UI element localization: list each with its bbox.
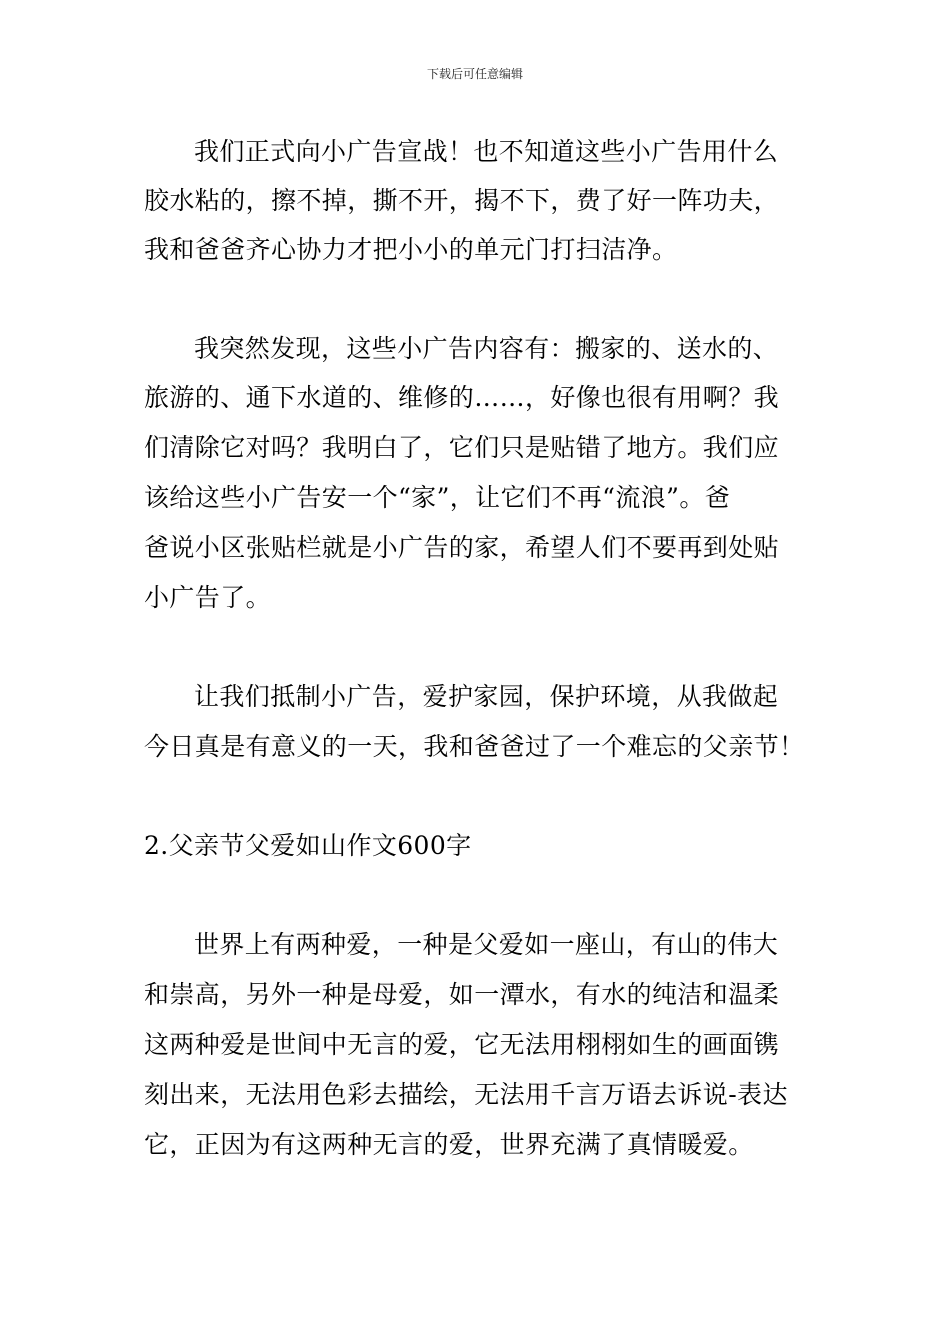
page-header: 下载后可任意编辑 [426,67,523,81]
text-line: 我突然发现，这些小广告内容有：搬家的、送水的、 [194,334,779,363]
heading-line: 2.父亲节父爱如山作文600字 [144,831,472,860]
text-line: 我和爸爸齐心协力才把小小的单元门打扫洁净。 [144,235,678,264]
text-line: 这两种爱是世间中无言的爱，它无法用栩栩如生的画面镌 [144,1030,780,1059]
text-line: 该给这些小广告安一个“家”，让它们不再“流浪”。爸 [144,483,731,512]
text-line: 世界上有两种爱，一种是父爱如一座山，有山的伟大 [194,930,779,959]
text-line: 刻出来，无法用色彩去描绘，无法用千言万语去诉说-表达 [144,1080,788,1109]
text-line: 今日真是有意义的一天，我和爸爸过了一个难忘的父亲节！ [144,732,805,761]
text-line: 它，正因为有这两种无言的爱，世界充满了真情暖爱。 [144,1130,754,1159]
text-line: 和崇高，另外一种是母爱，如一潭水，有水的纯洁和温柔 [144,980,780,1009]
text-line: 们清除它对吗？我明白了，它们只是贴错了地方。我们应 [144,433,780,462]
text-line: 爸说小区张贴栏就是小广告的家，希望人们不要再到处贴 [144,533,780,562]
text-line: 小广告了。 [144,583,272,612]
text-line: 旅游的、通下水道的、维修的……，好像也很有用啊？我 [144,383,780,412]
text-line: 让我们抵制小广告，爱护家园，保护环境，从我做起 [194,682,779,711]
text-line: 胶水粘的，擦不掉，撕不开，揭不下，费了好一阵功夫， [144,186,780,215]
text-line: 我们正式向小广告宣战！也不知道这些小广告用什么 [194,137,779,166]
